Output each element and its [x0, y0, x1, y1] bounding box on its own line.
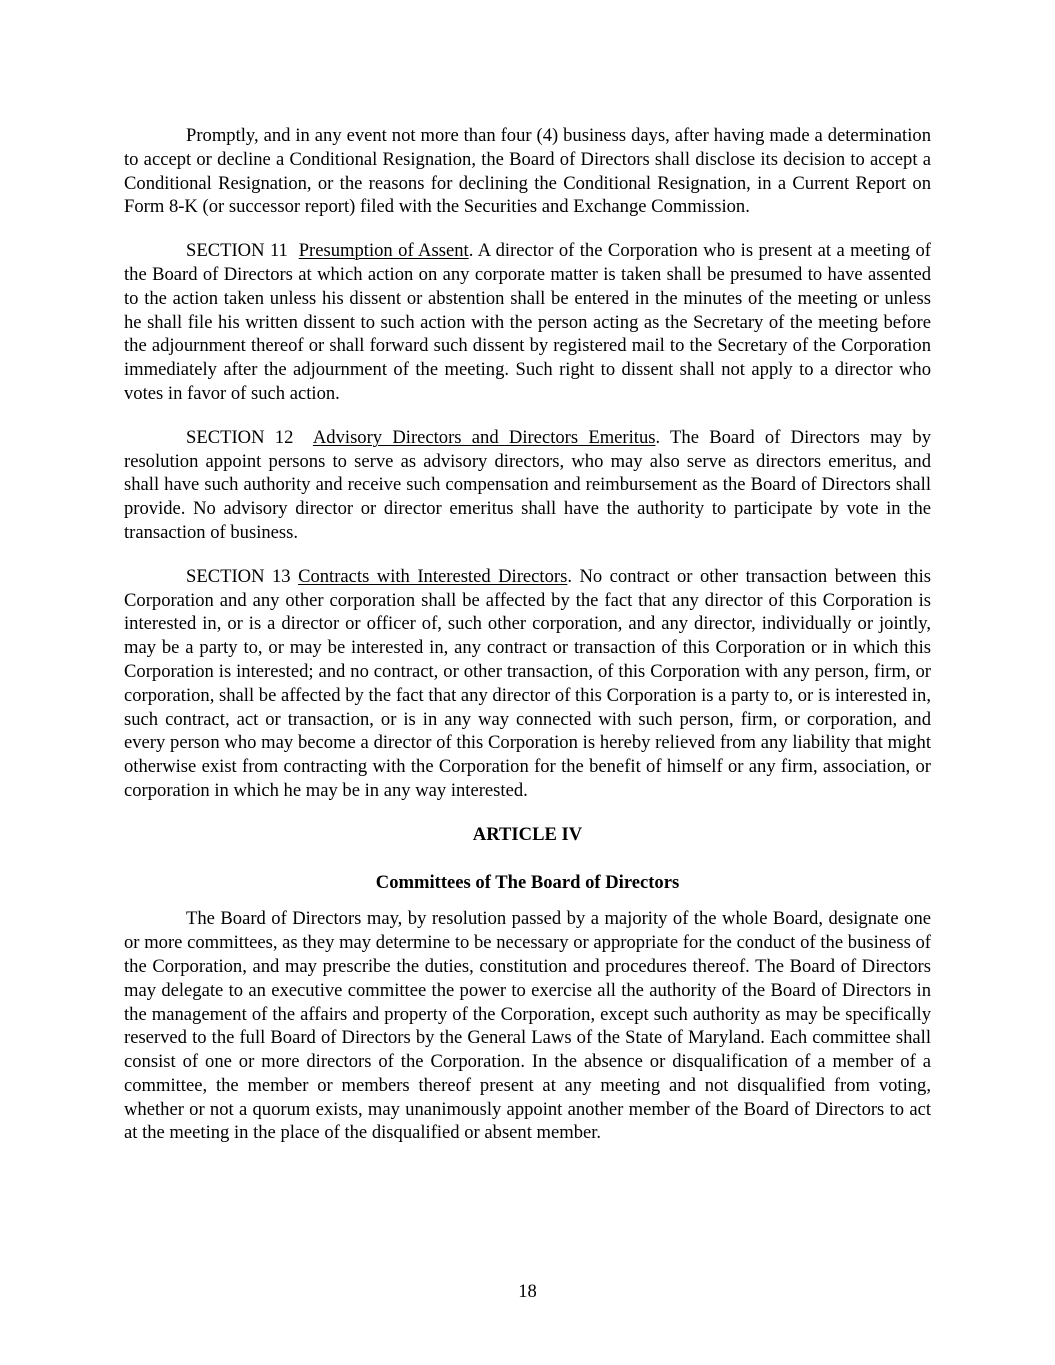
article-iv-body: The Board of Directors may, by resolution passed by a majority of the whole Board, designate one or more committees, as they may determine to be necessary or appropriate for the conduct of the business of the Corporation, and may prescribe the duties, constitution and procedures thereof. The Board of Directors may delegate to an executive committee the power to exercise all the authority of the Board of Directors in the management of the affairs and property of the Corporation, except such authority as may be specifically reserved to the full Board of Directors by the General Laws of the State of Maryland. Each committee shall consist of one or more directors of the Corporation. In the absence or disqualification of a member of a committee, the member or members thereof present at any meeting and not disqualified from voting, whether or not a quorum exists, may unanimously appoint another member of the Board of Directors to act at the meeting in the place of the disqualified or absent member.: [124, 908, 931, 1144]
page-number: 18: [518, 1281, 537, 1302]
section-13-label: SECTION 13: [186, 565, 299, 587]
section-12-body: . The Board of Directors may by resolution appoint persons to serve as advisory directors, who may also serve as directors emeritus, and shall have such authority and receive such compensation and reimbursement as the Board of Directors shall provide. No advisory director or director emeritus shall have the authority to participate by vote in the transaction of business.: [124, 426, 931, 543]
page-content: [124, 124, 931, 1165]
paragraph-conditional-resignation: Promptly, and in any event not more than four (4) business days, after having made a determination to accept or decline a Conditional Resignation, the Board of Directors shall disclose its decision to accept a Conditional Resignation, or the reasons for declining the Conditional Resignation, in a Current Report on Form 8-K (or successor report) filed with the Securities and Exchange Commission.: [124, 125, 931, 218]
article-heading: ARTICLE IV: [472, 823, 583, 845]
section-13-title: Contracts with Interested Directors: [298, 565, 568, 587]
section-12-label: SECTION 12: [186, 426, 313, 448]
section-13-body: . No contract or other transaction between this Corporation and any other corporation shall be affected by the fact that any director of this Corporation is interested in, or is a director or officer of, such other corporation, and any director, individually or jointly, may be a party to, or may be interested in, any contract or transaction of this Corporation or in which this Corporation is interested; and no contract, or other transaction, of this Corporation with any person, firm, or corporation, shall be affected by the fact that any director of this Corporation is a party to, or is interested in, such contract, act or transaction, or is in any way connected with such person, firm, or corporation, and every person who may become a director of this Corporation is hereby relieved from any liability that might otherwise exist from contracting with the Corporation for the benefit of himself or any firm, association, or corporation in which he may be in any way interested.: [124, 565, 931, 801]
section-11-label: SECTION 11: [186, 240, 299, 262]
article-subheading: Committees of The Board of Directors: [375, 871, 680, 893]
section-11-body: . A director of the Corporation who is present at a meeting of the Board of Directors at which action on any corporate matter is taken shall be presumed to have assented to the action taken unless his dissent or abstention shall be entered in the minutes of the meeting or unless he shall file his written dissent to such action with the person acting as the Secretary of the meeting before the adjournment thereof or shall forward such dissent by registered mail to the Secretary of the Corporation immediately after the adjournment of the meeting. Such right to dissent shall not apply to a director who votes in favor of such action.: [124, 240, 931, 404]
section-12-title: Advisory Directors and Directors Emeritus: [312, 426, 656, 448]
section-13-paragraph: [124, 565, 931, 803]
section-12-paragraph: [124, 426, 931, 545]
section-11-title: Presumption of Assent: [298, 240, 469, 262]
section-11-paragraph: [124, 239, 931, 406]
